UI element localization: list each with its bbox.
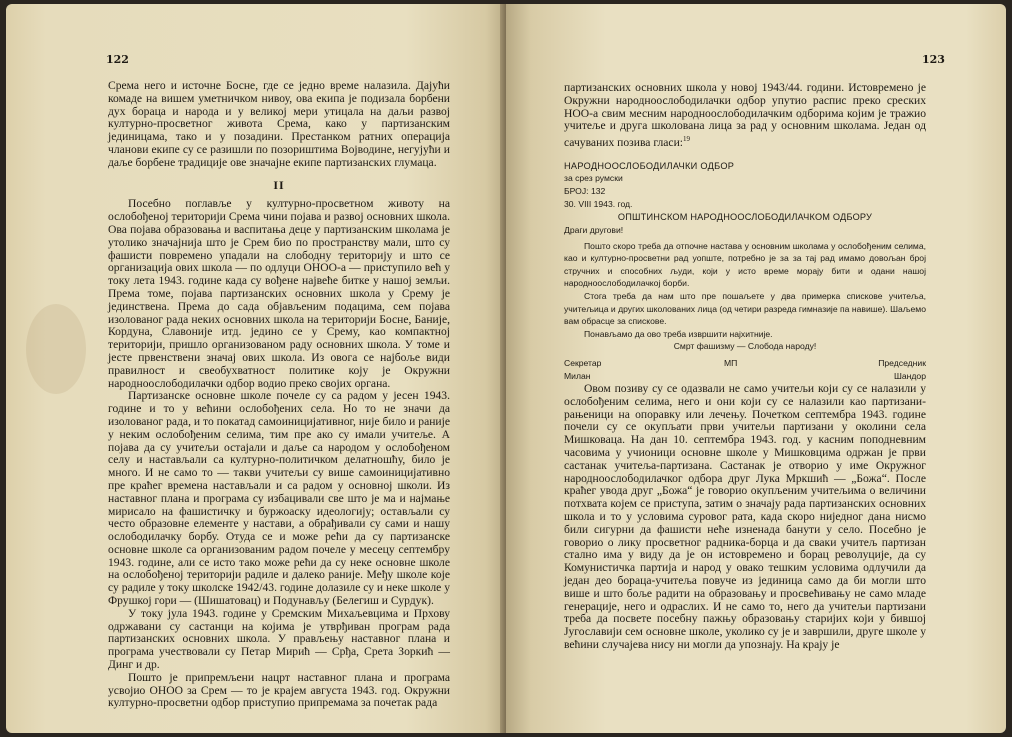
footnote-ref: 19	[683, 135, 690, 144]
quoted-document	[564, 160, 926, 383]
signature-president	[878, 357, 926, 383]
doc-paragraph: Понављамо да ово треба извршити најхитније.	[584, 328, 773, 339]
page-number-left: 122	[106, 53, 129, 66]
doc-number: БРОЈ: 132	[564, 186, 606, 197]
paragraph: Пошто је припремљени нацрт наставног плана и програма усвојио ОНОО за Срем — то је крајем августа 1943. год. Окружни културно-просветни одбор приступио припремама за почетак рада	[108, 670, 450, 710]
section-numeral: II	[273, 177, 285, 192]
left-page	[6, 4, 506, 733]
signature-secretary	[564, 357, 601, 383]
paragraph-text: партизанских основних школа у новој 1943/44. години. Истовремено је Окружни народноослободилачки одбор упутио распис преко среских НОО-а свим месним народноослободилачким одборима којим је тражио учитеље и друга школована лица за рад у основним школама. Један од сачуваних позива гласи:	[564, 81, 926, 150]
signature-stamp: МП	[724, 357, 738, 368]
doc-addressee: ОПШТИНСКОМ НАРОДНООСЛОБОДИЛАЧКОМ ОДБОРУ	[617, 212, 873, 223]
paragraph: Партизанске основне школе почеле су са радом у јесен 1943. године и то у већини ослобођених села. Но то не значи да изолованог рада, и то покатад самоиницијативног, није било и раније у неким ослобођеним селима, тим пре ако су имали учитеље. А појава да су учитељи остајали и даље са народом у ослобођеном селу и настављали са културно-политичком делатношћу, било је много. И не само то — такви учитељи су више самоиницијативно пре краћег времена настављали и са радом у основној школи. Из наставног плана и програма су избацивали све што је ма и најмање мирисало на фашистичку и буржоаску идеологију; остављали су често образовне елементе у настави, а обрађивали су сами и нашу ослободилачку борбу. Отуда се и може рећи да су партизанске основне школе са организованим радом почеле у месецу септембру 1943. године, али се исто тако може рећи да су неке основне школе на ослобођеној територији радиле и далеко раније. Међу школе које су радиле у току школске 1942/43. године долазиле су и неке школе у Фрушкој гори — (Шишатовац) и Подунављу (Белегиш и Сурдук).	[108, 389, 451, 608]
page-number-right: 123	[922, 53, 945, 66]
doc-signatures	[564, 357, 926, 383]
paragraph-top	[564, 82, 926, 150]
doc-greeting: Драги другови!	[564, 225, 624, 236]
doc-district: за срез румски	[564, 173, 623, 184]
signature-title: Председник	[878, 357, 926, 368]
doc-paragraph: Стога треба да нам што пре пошаљете у два примерка спискове учитеља, учитељица и других школованих лица (од четири разреда гимназије па навише). Шаљемо вам обрасце за спискове.	[564, 291, 926, 327]
right-page	[506, 4, 1006, 733]
left-page-text	[108, 80, 450, 710]
paragraph: Овом позиву су се одазвали не само учитељи који су се налазили у ослобођеним селима, него и они који су се налазили као партизани-рањеници на опоравку или лечењу. Почетком септембра 1943. године почели су се окупљати први учитељи партизани у околини села Мишковаца. На дан 10. септембра 1943. год. у касним поподневним часовима у учионици основне школе у Мишковцима одржан је први састанак учитеља-партизана. Састанак је отворио у име Окружног народноослободилачког одбора друг Лука Мркшић — „Божа“. После краћег увода друг „Божа“ је говорио окупљеним учитељима о величини потхвата којем се приступа, затим о значају рада партизанских основних школа и то у условима суровог рата, када скоро ниједног дана нисмо били сигурни да фашисти неће изненада банути у село. Посебно је говорио о лику просветног радника-борца и да сваки учитељ партизан стално има у виду да је он истовремено и борац револуције, да су Комунистичка партија и народ у овако тешким условима одлучили да један део бораца-учитеља повуче из јединица само да би могли што више и што боље радити на образовању и просвећивању не само младе генерације, него и одраслих. И не само то, него да учитељи партизани треба да посвете посебну пажњу образовању старијих који у бившој Југославији сем основне школе, уколико су је и завршили, друге школе у већини случајева нису ни могли да упознају. На крају је	[564, 381, 926, 651]
paragraph-intro: Срема него и источне Босне, где се једно време налазила. Дајући комаде на вишем уметничком нивоу, ова екипа је подизала борбени дух бораца и народа и у великој мери утицала на даљи развој културно-просветног живота Срема, како у партизанским јединицама, тако и у позадини. Престанком ратних операција чланови екипе су се разишли по позориштима Војводине, негујући и даље борбене традиције ове значајне екипе партизанских глумаца.	[108, 79, 450, 169]
signature-name: Шандор	[894, 370, 926, 381]
signature-title: Секретар	[564, 357, 602, 368]
paragraph: Посебно поглавље у културно-просветном животу на ослобођеној територији Срема чини појава и развој основних школа. Ова појава образовања и васпитања деце у партизанским школама је утолико значајнија што је Срем био по пространству мали, што су фашисти повремено упадали на слободну територију и што се организација ових школа — по одлуци ОНОО-а — приступило већ у току лета 1943. године када су вођене највеће битке у нашој земљи. Према томе, појава партизанских основних школа у Срему је јединствена. Према до сада објављеним подацима, сем појава изолованог рада неких основних школа на територији Босне, Баније, Кордуна, Славоније итд. једино се у Срему, као компактној територији, пришло организованом раду основних школа. У томе и јесте првенствени значај ових школа. Из овога се најбоље види правилност и свеобухватност политике коју је Окружни народноослободилачки одбор водио преко својих органа.	[108, 197, 450, 390]
doc-paragraph: Пошто скоро треба да отпочне настава у основним школама у ослобођеним селима, као и културно-просветни рад уопште, потребно је за за тај рад имамо довољан број стручних и способних људи, који у исто време морају бити и одани нашој народноослободилачкој борби.	[564, 240, 926, 289]
doc-slogan: Смрт фашизму — Слобода народу!	[673, 341, 817, 352]
doc-organization: НАРОДНООСЛОБОДИЛАЧКИ ОДБОР	[564, 160, 735, 171]
paragraph: У току јула 1943. године у Сремским Михаљевцима и Прхову одржавани су састанци на којима је утврђиван програм рада партизанских основних школа. У прављењу наставног плана и програма учествовали су Петар Мирић — Срђа, Срета Зоркић — Динг и др.	[108, 606, 450, 672]
right-page-text	[564, 82, 926, 652]
signature-name: Милан	[564, 370, 591, 381]
doc-date: 30. VIII 1943. год.	[564, 199, 633, 210]
paper-stain	[26, 304, 86, 394]
